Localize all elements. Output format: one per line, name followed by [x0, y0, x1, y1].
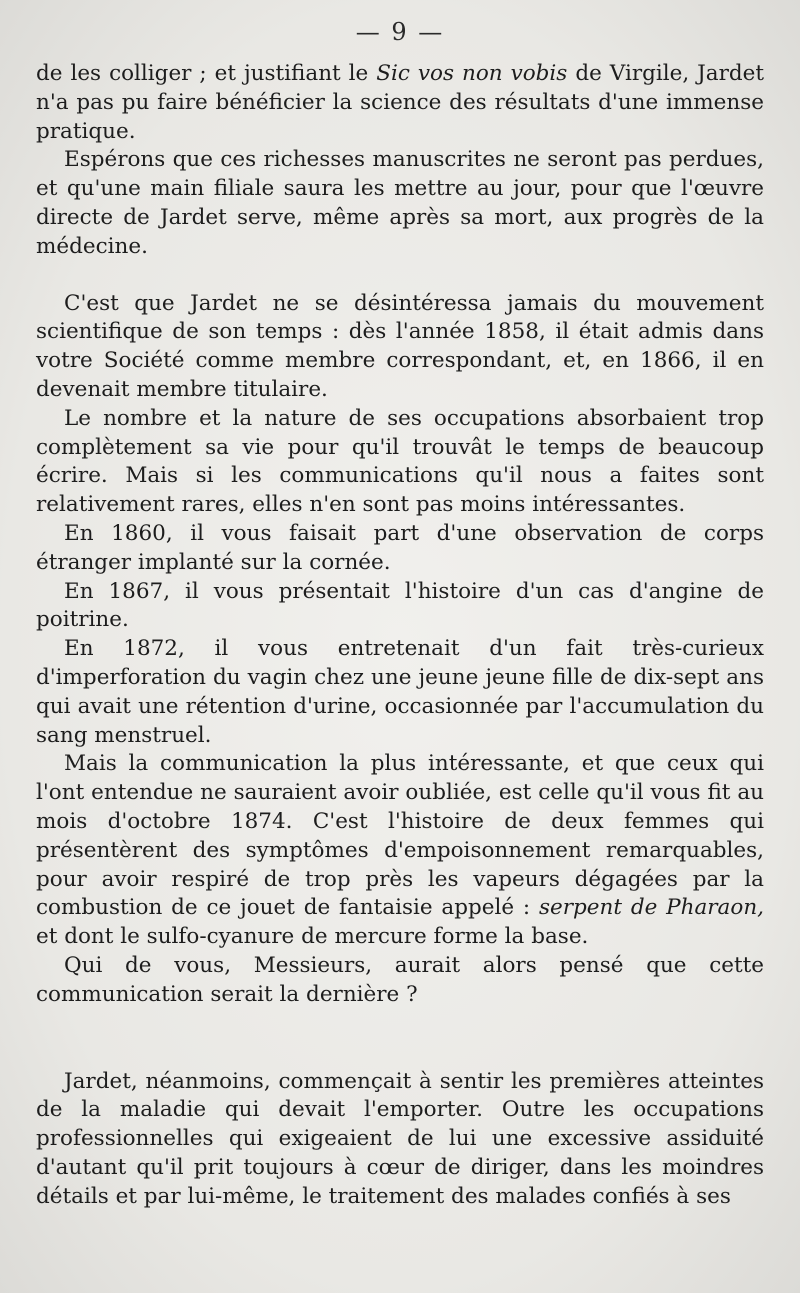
paragraph-8-text-a: Mais la communication la plus intéressante, et que ceux qui l'ont entendue ne sauraient avoir oubliée, est celle qu'il vous fit au mois d'octobre 1874. C'est l'histoire de deux femmes qui présentèrent des symptômes d'empoisonnement remarquables, pour avoir respiré de trop près les vapeurs dégagées par la combustion de ce jouet de fantaisie appelé : — [36, 751, 764, 921]
paragraph-9: Qui de vous, Messieurs, aurait alors pensé que cette communication serait la dernière ? — [36, 952, 764, 1007]
paragraph-1 — [36, 60, 764, 146]
serpent-de-pharaon: serpent de Pharaon, — [539, 895, 764, 921]
paragraph-6: En 1867, il vous présentait l'histoire d'un cas d'angine de poitrine. — [36, 578, 764, 633]
paragraph-8-text-b: et dont le sulfo-cyanure de mercure forme la base. — [36, 924, 589, 950]
paragraph-4: Le nombre et la nature de ses occupations absorbaient trop complètement sa vie pour qu'il trouvât le temps de beaucoup écrire. Mais si les communications qu'il nous a faites sont relativement rares, elles n'en sont pas moins intéressantes. — [36, 405, 764, 518]
paragraph-1-text-a: de les colliger ; et justifiant le — [36, 61, 377, 86]
paragraph-5: En 1860, il vous faisait part d'une observation de corps étranger implanté sur la cornée. — [36, 520, 764, 575]
paragraph-2: Espérons que ces richesses manuscrites ne seront pas perdues, et qu'une main filiale saura les mettre au jour, pour que l'œuvre directe de Jardet serve, même après sa mort, aux progrès de la médecine. — [36, 147, 764, 259]
paragraph-3: C'est que Jardet ne se désintéressa jamais du mouvement scientifique de son temps : dès l'année 1858, il était admis dans votre Société comme membre correspondant, et, en 1866, il en devenait membre titulaire. — [36, 290, 764, 402]
body-text — [36, 60, 764, 1211]
paragraph-8 — [36, 750, 764, 952]
page-number: — 9 — — [355, 18, 445, 46]
quote-sic-vos-non-vobis: Sic vos non vobis — [376, 61, 568, 86]
paragraph-10: Jardet, néanmoins, commençait à sentir les premières atteintes de la maladie qui devait l'emporter. Outre les occupations professionnelles qui exigeaient de lui une excessive assiduité d'autant qu'il prit toujours à cœur de diriger, dans les moindres détails et par lui-même, le traitement des malades confiés à ses — [36, 1068, 764, 1209]
paragraph-7: En 1872, il vous entretenait d'un fait très-curieux d'imperforation du vagin chez une jeune jeune fille de dix-sept ans qui avait une rétention d'urine, occasionnée par l'accumulation du sang menstruel. — [36, 636, 764, 748]
paragraph-1-text-b: de Virgile, Jardet n'a pas pu faire bénéficier la science des résultats d'une immense pratique. — [36, 61, 764, 144]
